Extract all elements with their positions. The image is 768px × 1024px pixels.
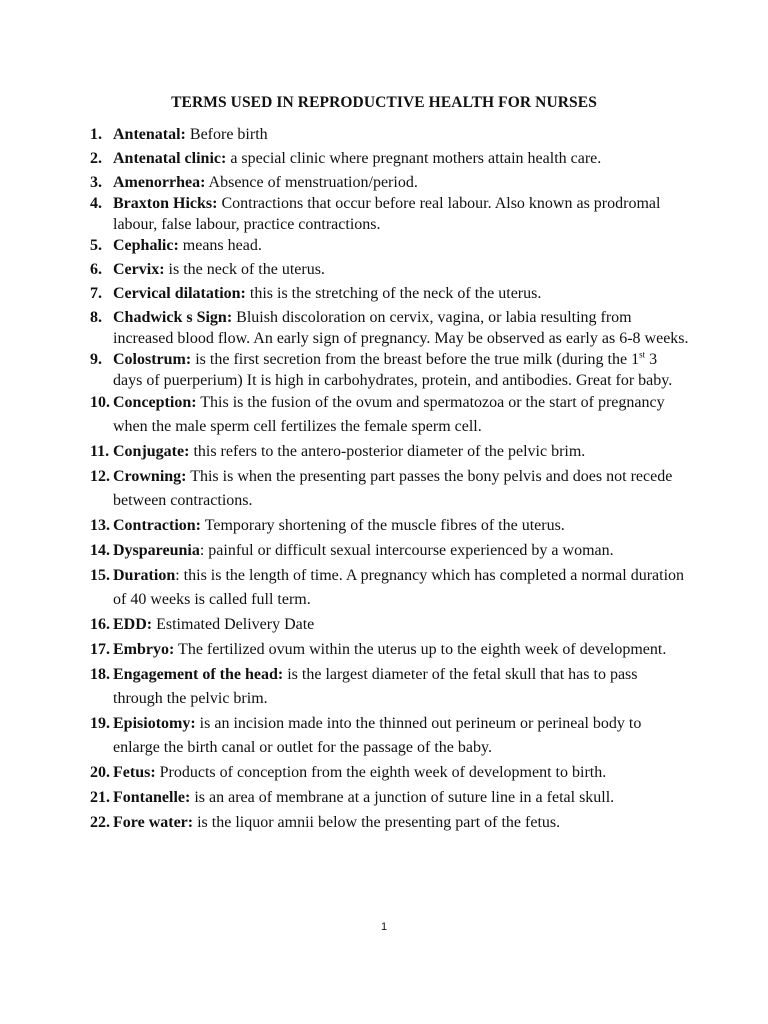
term-name: Dyspareunia	[113, 542, 200, 559]
term-name: Colostrum:	[113, 351, 192, 368]
term-name: EDD:	[113, 616, 153, 633]
term-name: Fore water:	[113, 814, 194, 831]
term-name: Fetus:	[113, 764, 156, 781]
term-item	[90, 761, 690, 785]
term-definition: Bluish discoloration on cervix, vagina, or labia resulting from increased blood flow. An early sign of pregnancy. May be observed as early as 6-8 weeks.	[113, 309, 689, 347]
term-definition: Temporary shortening of the muscle fibres of the uterus.	[200, 517, 565, 534]
term-item	[90, 259, 690, 280]
term-item	[90, 663, 690, 711]
term-number: 3.	[90, 174, 102, 191]
term-item	[90, 193, 690, 235]
term-name: Duration	[113, 567, 176, 584]
term-name: Cephalic:	[113, 237, 179, 254]
term-number: 6.	[90, 261, 102, 278]
term-definition: a special clinic where pregnant mothers attain health care.	[226, 150, 602, 167]
term-number: 15.	[90, 567, 110, 584]
term-definition: is the neck of the uterus.	[164, 261, 325, 278]
term-definition: : this is the length of time. A pregnancy which has completed a normal duration of 40 weeks is called full term.	[113, 567, 685, 608]
term-number: 9.	[90, 351, 102, 368]
term-item	[90, 539, 690, 563]
document-title: TERMS USED IN REPRODUCTIVE HEALTH FOR NURSES	[171, 94, 597, 111]
term-number: 18.	[90, 666, 110, 683]
term-definition: Products of conception from the eighth week of development to birth.	[155, 764, 607, 781]
term-number: 19.	[90, 715, 110, 732]
term-definition: Contractions that occur before real labour. Also known as prodromal labour, false labour, practice contractions.	[113, 195, 661, 233]
term-number: 13.	[90, 517, 110, 534]
term-name: Antenatal clinic:	[113, 150, 227, 167]
page-number: 1	[380, 921, 388, 933]
term-item	[90, 172, 690, 193]
term-item	[90, 440, 690, 464]
term-item	[90, 349, 690, 391]
term-number: 7.	[90, 285, 102, 302]
term-item	[90, 148, 690, 169]
term-definition: this refers to the antero-posterior diameter of the pelvic brim.	[189, 443, 586, 460]
term-number: 12.	[90, 468, 110, 485]
terms-list	[90, 124, 690, 836]
term-item	[90, 613, 690, 637]
term-definition: is an area of membrane at a junction of suture line in a fetal skull.	[190, 789, 615, 806]
term-name: Cervix:	[113, 261, 165, 278]
term-name: Cervical dilatation:	[113, 285, 246, 302]
term-number: 20.	[90, 764, 110, 781]
term-number: 22.	[90, 814, 110, 831]
term-number: 8.	[90, 309, 102, 326]
term-definition: 3 days of puerperium) It is high in carbohydrates, protein, and antibodies. Great for baby.	[113, 351, 673, 389]
term-item	[90, 514, 690, 538]
term-item	[90, 283, 690, 304]
term-definition: This is when the presenting part passes the bony pelvis and does not recede between contractions.	[113, 468, 673, 509]
term-definition: Estimated Delivery Date	[152, 616, 315, 633]
term-number: 14.	[90, 542, 110, 559]
term-number: 4.	[90, 195, 102, 212]
term-name: Contraction:	[113, 517, 201, 534]
term-item	[90, 564, 690, 612]
term-definition: Absence of menstruation/period.	[205, 174, 418, 191]
term-name: Crowning:	[113, 468, 187, 485]
term-number: 17.	[90, 641, 110, 658]
term-item	[90, 307, 690, 349]
term-number: 16.	[90, 616, 110, 633]
term-definition: The fertilized ovum within the uterus up to the eighth week of development.	[174, 641, 667, 658]
term-number: 11.	[90, 443, 110, 460]
term-name: Embryo:	[113, 641, 175, 658]
term-item	[90, 811, 690, 835]
term-name: Chadwick s Sign:	[113, 309, 233, 326]
term-number: 1.	[90, 126, 102, 143]
term-definition: Before birth	[185, 126, 268, 143]
term-item	[90, 638, 690, 662]
term-item	[90, 786, 690, 810]
term-definition: is the liquor amnii below the presenting part of the fetus.	[193, 814, 561, 831]
term-number: 21.	[90, 789, 110, 806]
term-name: Engagement of the head:	[113, 666, 284, 683]
term-number: 5.	[90, 237, 102, 254]
term-name: Fontanelle:	[113, 789, 191, 806]
term-definition: is the largest diameter of the fetal skull that has to pass through the pelvic brim.	[113, 666, 638, 707]
term-number: 2.	[90, 150, 102, 167]
term-definition: is an incision made into the thinned out perineum or perineal body to enlarge the birth canal or outlet for the passage of the baby.	[113, 715, 642, 756]
term-item	[90, 712, 690, 760]
term-definition: this is the stretching of the neck of the uterus.	[245, 285, 542, 302]
term-item	[90, 124, 690, 145]
term-name: Braxton Hicks:	[113, 195, 218, 212]
term-name: Episiotomy:	[113, 715, 196, 732]
term-definition: : painful or difficult sexual intercourse experienced by a woman.	[199, 542, 614, 559]
term-item	[90, 391, 690, 439]
term-definition: This is the fusion of the ovum and spermatozoa or the start of pregnancy when the male sperm cell fertilizes the female sperm cell.	[113, 394, 665, 435]
term-name: Conjugate:	[113, 443, 190, 460]
term-item	[90, 465, 690, 513]
term-number: 10.	[90, 394, 110, 411]
term-name: Amenorrhea:	[113, 174, 206, 191]
term-name: Conception:	[113, 394, 197, 411]
term-definition: is the first secretion from the breast before the true milk (during the 1	[191, 351, 640, 368]
ordinal-superscript: st	[639, 349, 646, 360]
term-item	[90, 235, 690, 256]
term-name: Antenatal:	[113, 126, 186, 143]
term-definition: means head.	[178, 237, 262, 254]
